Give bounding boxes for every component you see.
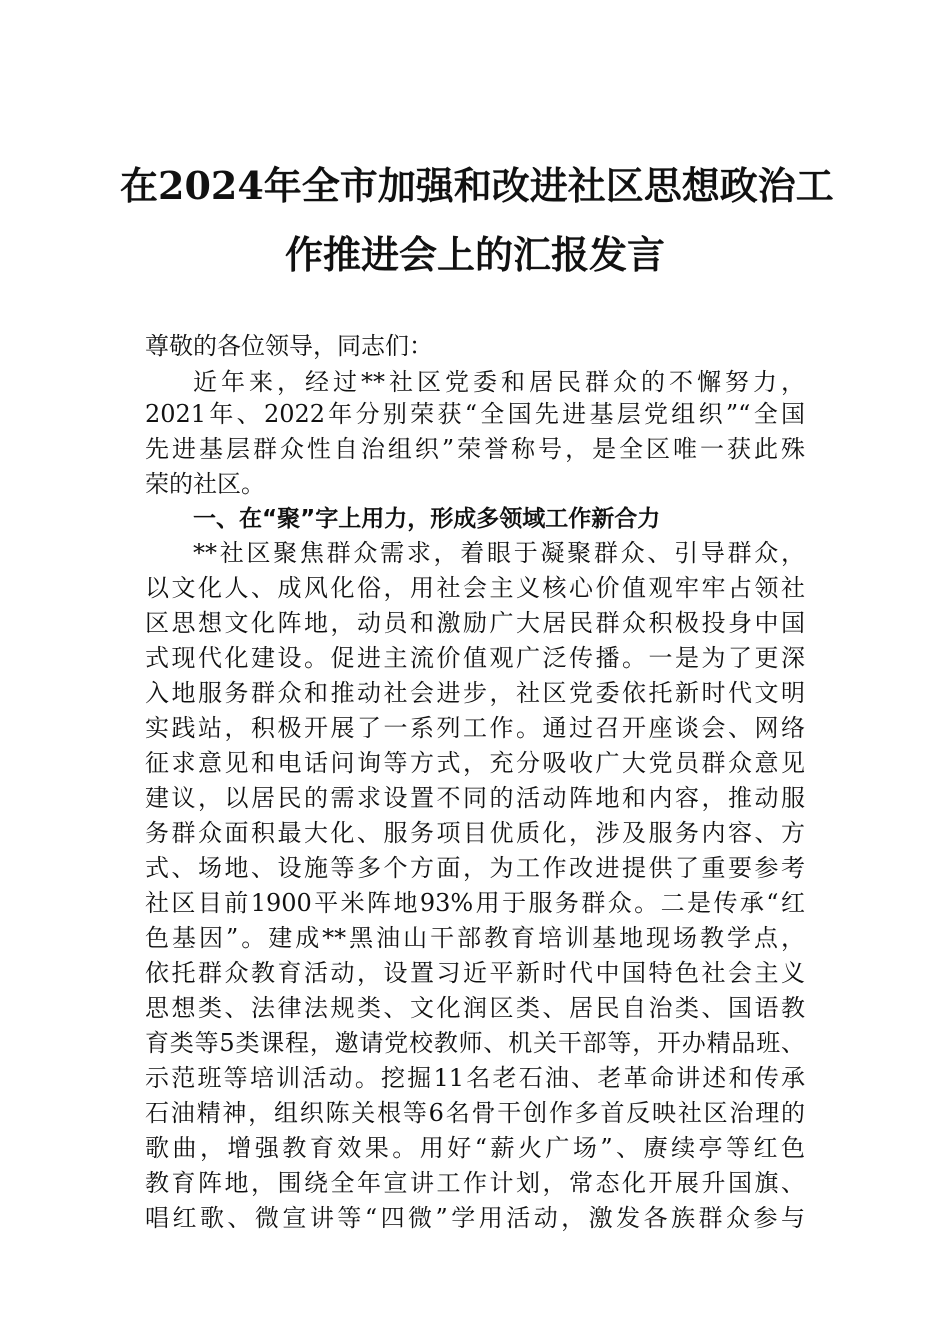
document-title-line-2: 作推进会上的汇报发言 [284,232,665,277]
body-paragraph-line: 入地服务群众和推动社会进步，社区党委依托新时代文明 [145,679,805,707]
body-paragraph-line: 式、场地、设施等多个方面，为工作改进提供了重要参考 [145,854,805,882]
body-paragraph-line: 式现代化建设。促进主流价值观广泛传播。一是为了更深 [145,644,805,672]
body-paragraph-line: 示范班等培训活动。挖掘11名老石油、老革命讲述和传承 [145,1064,805,1092]
body-paragraph-line: 社区目前1900平米阵地93%用于服务群众。二是传承“红 [145,889,805,917]
body-paragraph-line: 务群众面积最大化、服务项目优质化，涉及服务内容、方 [145,819,805,847]
intro-paragraph-line: 先进基层群众性自治组织”荣誉称号，是全区唯一获此殊 [145,435,805,463]
body-paragraph-line: 石油精神，组织陈关根等6名骨干创作多首反映社区治理的 [145,1099,805,1127]
section-heading: 一、在“聚”字上用力，形成多领域工作新合力 [193,506,661,532]
intro-paragraph-line: 近年来，经过**社区党委和居民群众的不懈努力， [193,368,805,396]
body-paragraph-line: **社区聚焦群众需求，着眼于凝聚群众、引导群众， [193,539,805,567]
document-title-line-1: 在2024年全市加强和改进社区思想政治工 [120,163,834,208]
intro-paragraph-line: 荣的社区。 [145,470,265,498]
body-paragraph-line: 唱红歌、微宣讲等“四微”学用活动，激发各族群众参与 [145,1204,805,1232]
body-paragraph-line: 征求意见和电话问询等方式，充分吸收广大党员群众意见 [145,749,805,777]
salutation: 尊敬的各位领导，同志们： [145,332,433,360]
body-paragraph-line: 区思想文化阵地，动员和激励广大居民群众积极投身中国 [145,609,805,637]
body-paragraph-line: 歌曲，增强教育效果。用好“薪火广场”、赓续亭等红色 [145,1134,805,1162]
body-paragraph-line: 以文化人、成风化俗，用社会主义核心价值观牢牢占领社 [145,574,805,602]
body-paragraph-line: 思想类、法律法规类、文化润区类、居民自治类、国语教 [145,994,805,1022]
body-paragraph-line: 实践站，积极开展了一系列工作。通过召开座谈会、网络 [145,714,805,742]
body-paragraph-line: 建议，以居民的需求设置不同的活动阵地和内容，推动服 [145,784,805,812]
body-paragraph-line: 教育阵地，围绕全年宣讲工作计划，常态化开展升国旗、 [145,1169,805,1197]
body-paragraph-line: 依托群众教育活动，设置习近平新时代中国特色社会主义 [145,959,805,987]
intro-paragraph-line: 2021年、2022年分别荣获“全国先进基层党组织”“全国 [145,400,805,428]
body-paragraph-line: 育类等5类课程，邀请党校教师、机关干部等，开办精品班、 [145,1029,805,1057]
body-paragraph-line: 色基因”。建成**黑油山干部教育培训基地现场教学点， [145,924,805,952]
